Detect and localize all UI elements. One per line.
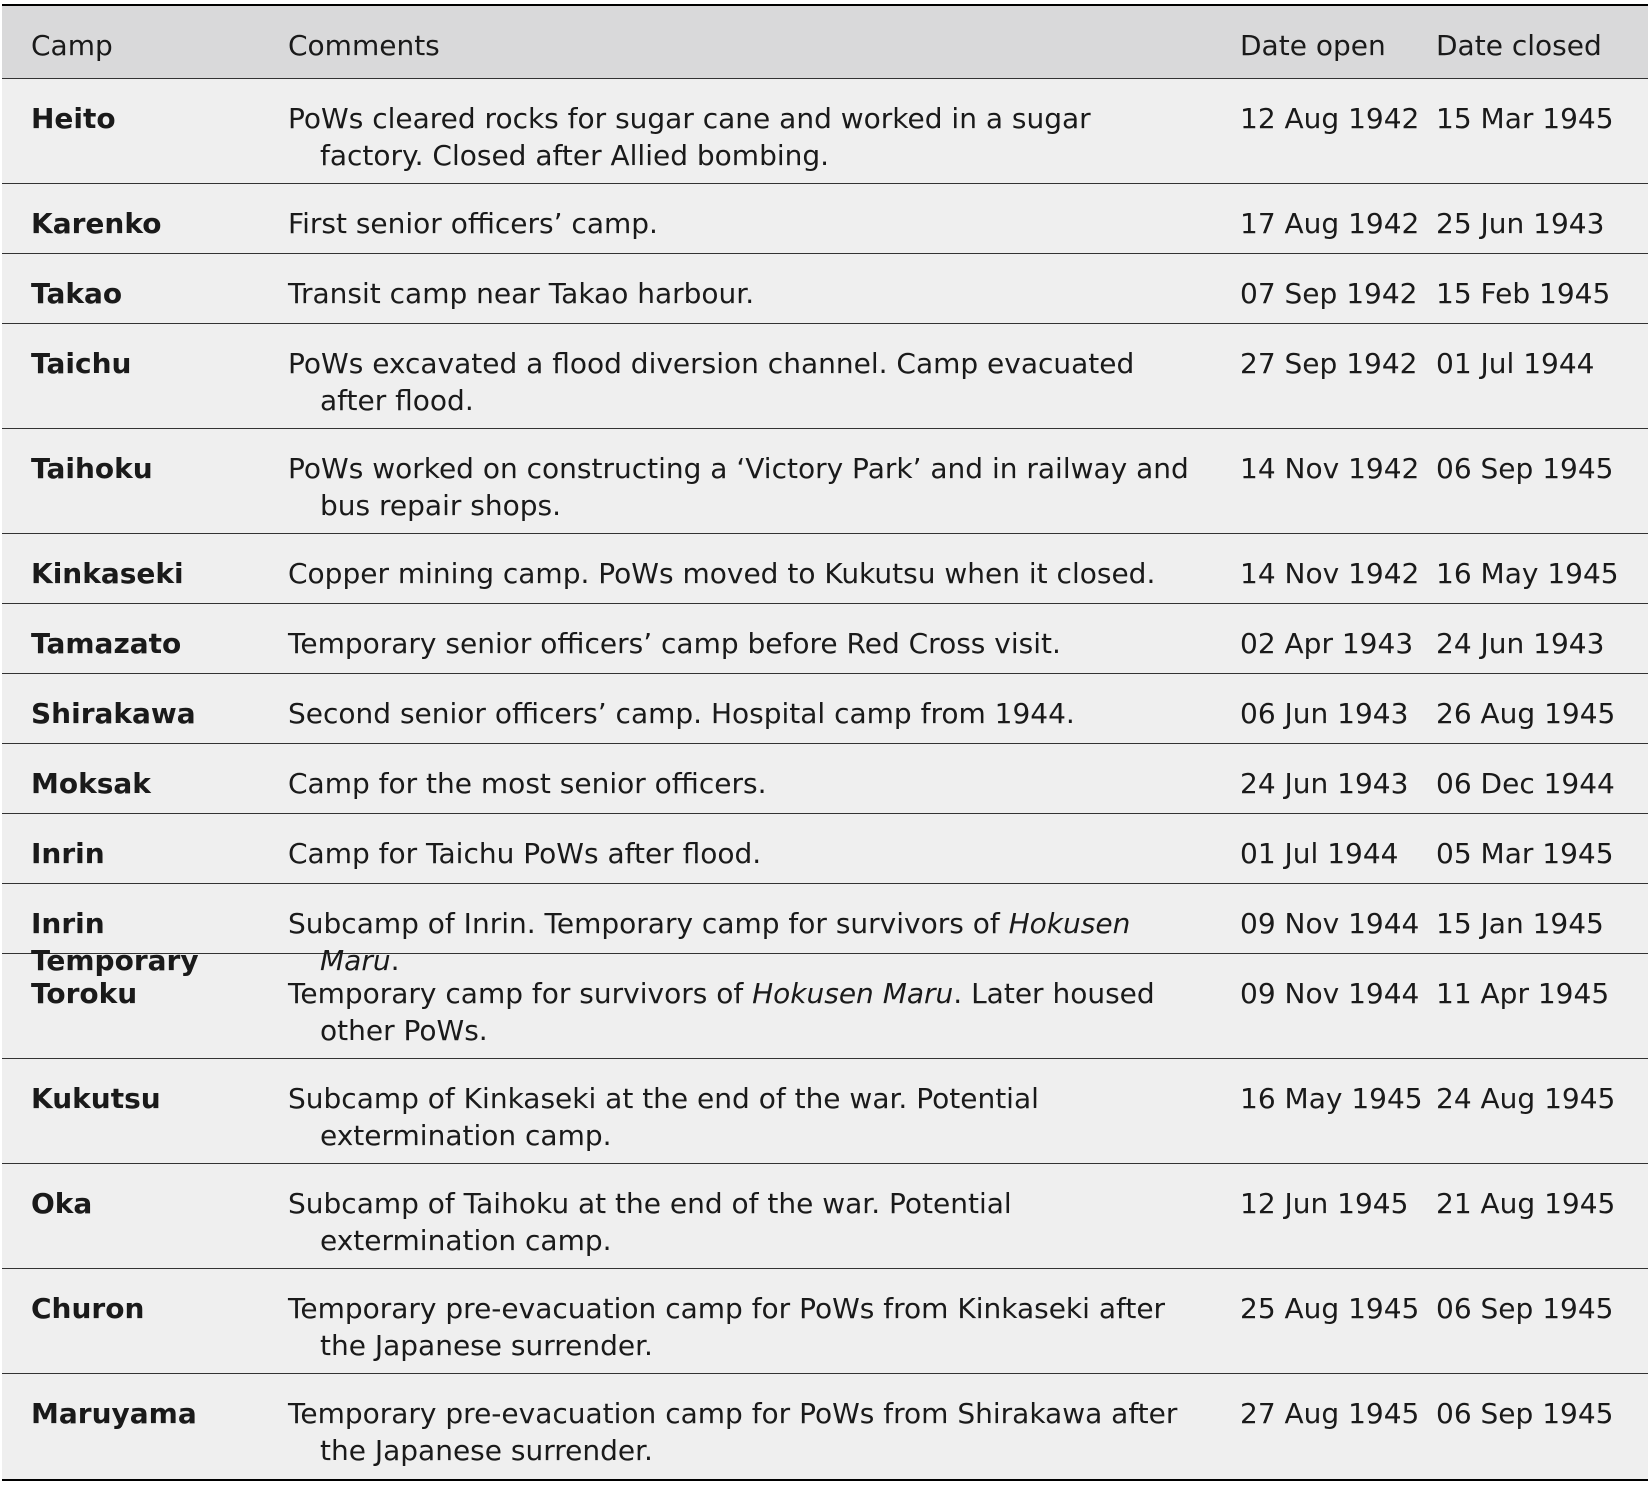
table-row [2,324,1648,429]
table-row [2,604,1648,674]
date-open: 24 Jun 1943 [1240,767,1409,800]
date-closed: 24 Aug 1945 [1436,1082,1616,1115]
header-camp: Camp [31,29,113,62]
table-row [2,1059,1648,1164]
table-row [2,1164,1648,1269]
ship-name: Hokusen Maru [320,907,1131,977]
header-date-closed: Date closed [1436,29,1602,62]
camp-comment: Subcamp of Kinkaseki at the end of the war. Potential extermination camp. [288,1082,1039,1152]
date-closed: 11 Apr 1945 [1436,977,1610,1010]
date-closed: 06 Sep 1945 [1436,1397,1614,1430]
camp-name: Takao [31,277,123,310]
ship-name: Hokusen Maru [752,977,954,1010]
date-open: 09 Nov 1944 [1240,907,1420,940]
camp-comment [276,954,1218,1061]
date-open: 27 Sep 1942 [1240,347,1418,380]
date-closed: 16 May 1945 [1436,557,1619,590]
camp-comment: Temporary pre-evacuation camp for PoWs from Kinkaseki after the Japanese surrender. [288,1292,1166,1362]
camp-name: Heito [31,102,116,135]
date-open: 12 Aug 1942 [1240,102,1420,135]
date-closed: 24 Jun 1943 [1436,627,1605,660]
camp-comment: Camp for Taichu PoWs after flood. [288,837,762,870]
camp-comment: PoWs excavated a flood diversion channel. Camp evacuated after flood. [288,347,1135,417]
camp-name: Shirakawa [31,697,196,730]
comment-text: . [390,944,400,977]
date-closed: 06 Sep 1945 [1436,452,1614,485]
date-open: 14 Nov 1942 [1240,557,1420,590]
camp-name: Tamazato [31,627,182,660]
camp-name: Churon [31,1292,145,1325]
camp-name: Oka [31,1187,93,1220]
date-open: 12 Jun 1945 [1240,1187,1409,1220]
camp-comment: Temporary senior officers’ camp before Red Cross visit. [288,627,1061,660]
comment-text: . Later housed other PoWs. [320,977,1155,1047]
date-open: 06 Jun 1943 [1240,697,1409,730]
camp-name: Maruyama [31,1397,197,1430]
camp-name: Kinkaseki [31,557,184,590]
camp-name: Kukutsu [31,1082,161,1115]
date-open: 17 Aug 1942 [1240,207,1420,240]
date-closed: 26 Aug 1945 [1436,697,1616,730]
date-closed: 15 Jan 1945 [1436,907,1604,940]
camp-comment: Camp for the most senior officers. [288,767,767,800]
camp-name: Moksak [31,767,151,800]
camp-name: Inrin Temporary [31,907,199,977]
camp-name: Taichu [31,347,132,380]
date-open: 25 Aug 1945 [1240,1292,1420,1325]
camp-comment: Second senior officers’ camp. Hospital camp from 1944. [288,697,1075,730]
date-closed: 15 Feb 1945 [1436,277,1611,310]
table-row [2,674,1648,744]
date-open: 16 May 1945 [1240,1082,1423,1115]
table-row [2,254,1648,324]
camp-name: Inrin [31,837,105,870]
table-row [2,1374,1648,1479]
date-closed: 06 Sep 1945 [1436,1292,1614,1325]
camp-name: Toroku [31,977,138,1010]
date-closed: 05 Mar 1945 [1436,837,1614,870]
date-open: 02 Apr 1943 [1240,627,1414,660]
table-row [2,184,1648,254]
table-row [2,814,1648,884]
table-row [2,954,1648,1059]
camp-comment: Subcamp of Taihoku at the end of the war. Potential extermination camp. [288,1187,1012,1257]
camp-comment: PoWs worked on constructing a ‘Victory Park’ and in railway and bus repair shops. [288,452,1189,522]
table-row [2,884,1648,977]
date-closed: 06 Dec 1944 [1436,767,1615,800]
date-open: 09 Nov 1944 [1240,977,1420,1010]
table-row [2,1269,1648,1374]
camp-comment: PoWs cleared rocks for sugar cane and worked in a sugar factory. Closed after Allied bombing. [288,102,1091,172]
date-closed: 01 Jul 1944 [1436,347,1595,380]
header-date-open: Date open [1240,29,1386,62]
camp-comment: Transit camp near Takao harbour. [288,277,755,310]
camp-name: Taihoku [31,452,153,485]
comment-text: Temporary camp for survivors of [288,977,753,1010]
date-open: 14 Nov 1942 [1240,452,1420,485]
camp-comment: Temporary pre-evacuation camp for PoWs from Shirakawa after the Japanese surrender. [288,1397,1178,1467]
camp-comment: Copper mining camp. PoWs moved to Kukutsu when it closed. [288,557,1156,590]
date-closed: 21 Aug 1945 [1436,1187,1616,1220]
comment-text: Subcamp of Inrin. Temporary camp for survivors of [288,907,1009,940]
date-open: 01 Jul 1944 [1240,837,1399,870]
table-header [2,6,1648,79]
date-closed: 25 Jun 1943 [1436,207,1605,240]
header-comments: Comments [288,29,440,62]
camps-table [2,4,1648,1481]
camp-comment: First senior officers’ camp. [288,207,658,240]
date-closed: 15 Mar 1945 [1436,102,1614,135]
table-row [2,744,1648,814]
camp-name: Karenko [31,207,162,240]
table-row [2,429,1648,534]
date-open: 07 Sep 1942 [1240,277,1418,310]
table-row [2,534,1648,604]
date-open: 27 Aug 1945 [1240,1397,1420,1430]
table-row [2,79,1648,184]
